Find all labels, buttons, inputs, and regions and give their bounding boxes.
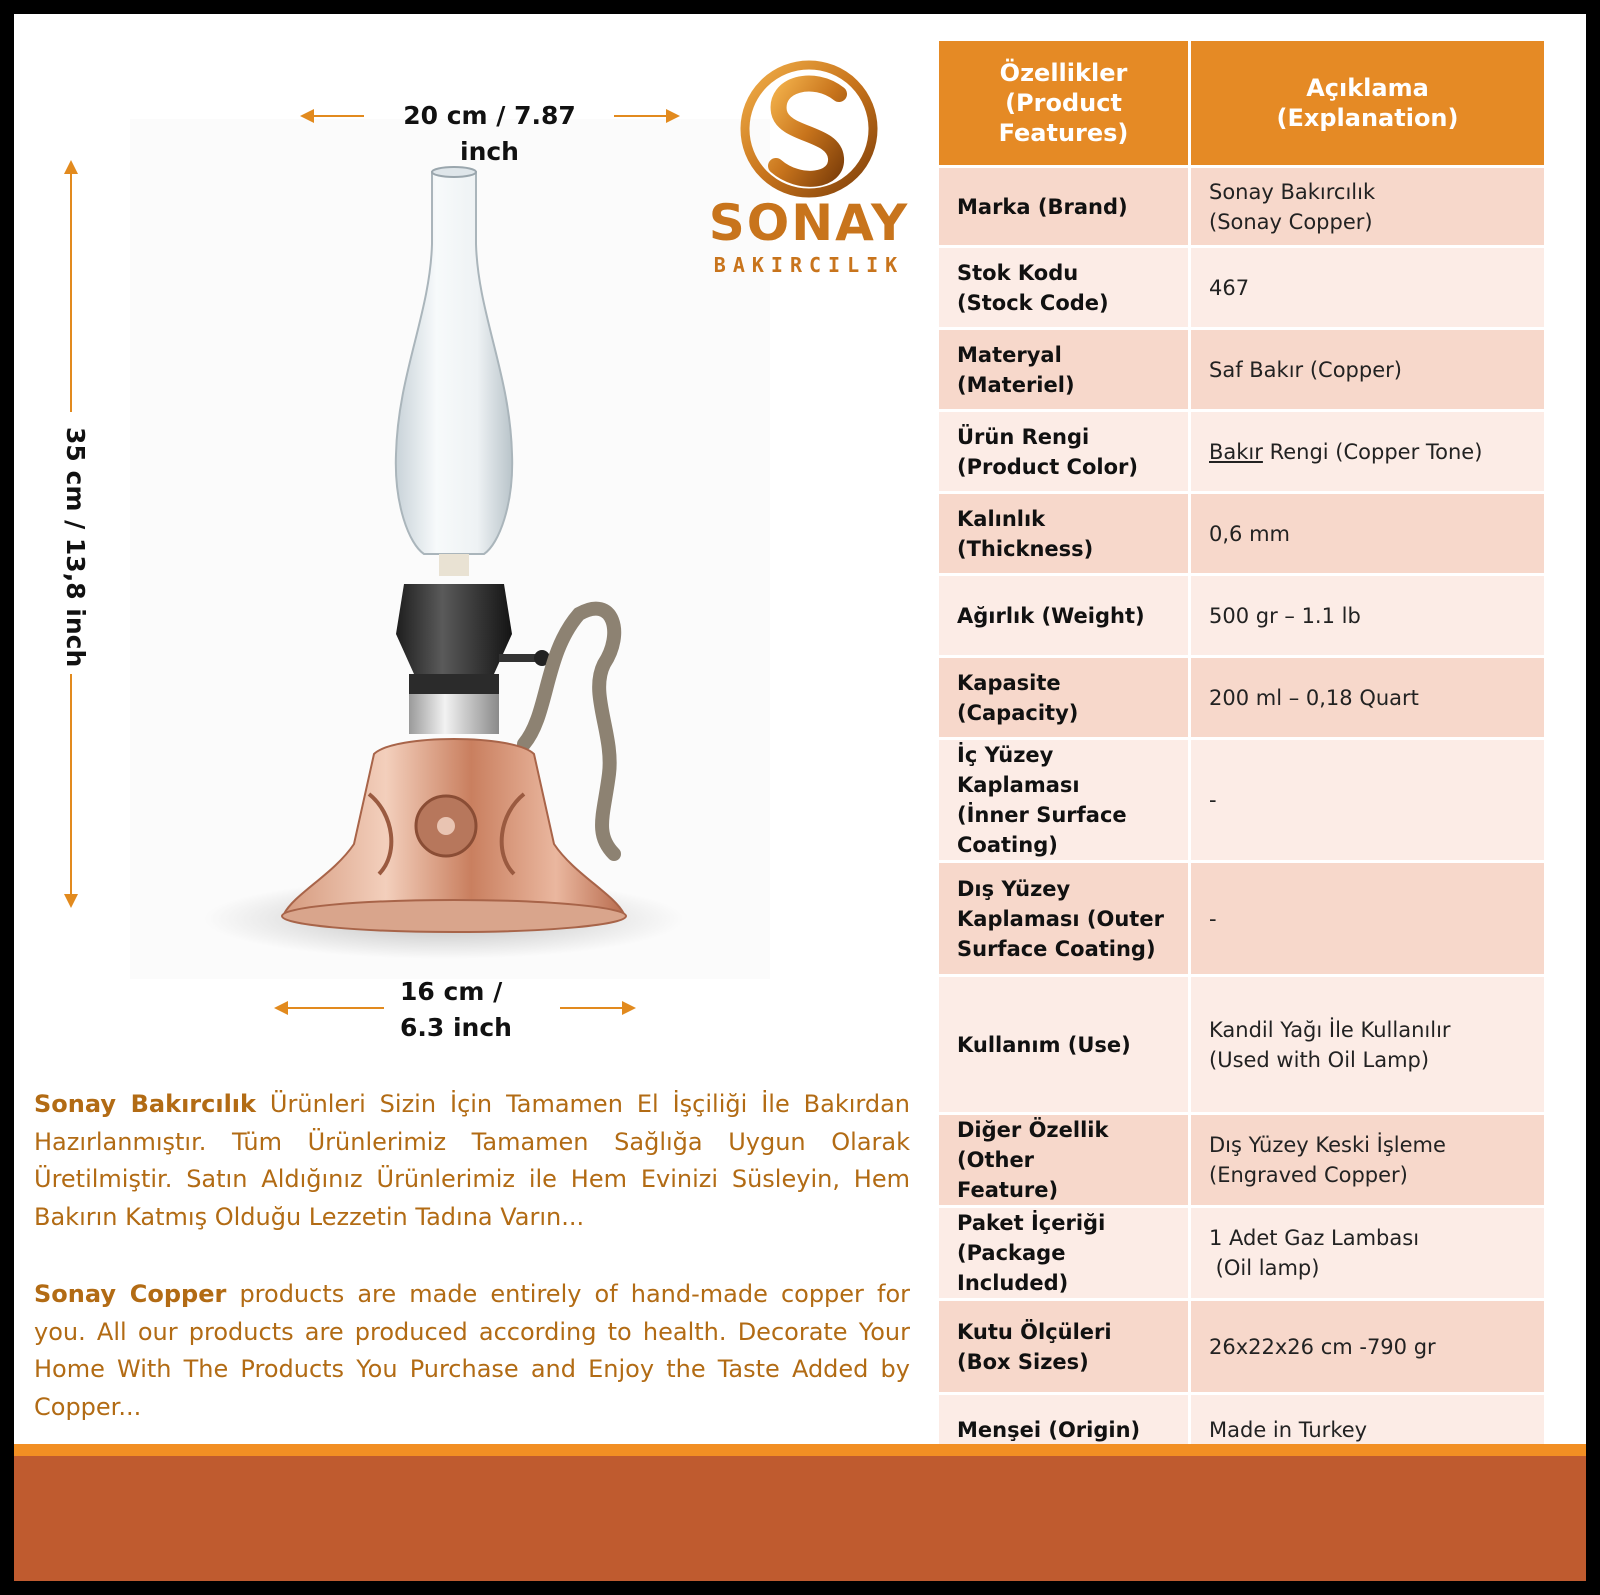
feature-cell: Menşei (Origin): [938, 1394, 1190, 1466]
feature-cell: Paket İçeriği (Package Included): [938, 1207, 1190, 1300]
arrow-down-icon: [64, 894, 78, 908]
feature-cell: Dış Yüzey Kaplaması (Outer Surface Coating): [938, 862, 1190, 976]
brand-name-en: Sonay Copper: [34, 1280, 227, 1308]
bottom-width-label-1: 16 cm /: [400, 977, 503, 1006]
table-row: [938, 1300, 1546, 1394]
value-cell: 467: [1190, 247, 1546, 329]
table-row: [938, 657, 1546, 739]
feature-cell: İç Yüzey Kaplaması (İnner Surface Coating): [938, 739, 1190, 862]
table-row: [938, 575, 1546, 657]
top-width-label: 20 cm / 7.87 inch: [403, 101, 576, 166]
header-explanation: Açıklama (Explanation): [1190, 40, 1546, 167]
height-arrow-top: [70, 172, 72, 412]
feature-cell: Ürün Rengi (Product Color): [938, 411, 1190, 493]
arrow-right-icon: [666, 109, 680, 123]
spec-table-header: [938, 40, 1546, 167]
bottom-width-label-2: 6.3 inch: [400, 1013, 512, 1042]
top-width-arrow-left: [312, 115, 364, 117]
table-row: [938, 329, 1546, 411]
lamp-product-image: [194, 154, 734, 974]
arrow-right-icon: [622, 1001, 636, 1015]
feature-cell: Ağırlık (Weight): [938, 575, 1190, 657]
top-width-arrow-right: [614, 115, 668, 117]
logo-subtitle: BAKIRCILIK: [713, 253, 905, 277]
table-row: [938, 411, 1546, 493]
value-cell: Saf Bakır (Copper): [1190, 329, 1546, 411]
feature-cell: Kullanım (Use): [938, 976, 1190, 1114]
height-label: 35 cm / 13,8 inch: [61, 427, 90, 668]
value-cell: 200 ml – 0,18 Quart: [1190, 657, 1546, 739]
table-row: [938, 1114, 1546, 1207]
arrow-left-icon: [300, 109, 314, 123]
table-row: [938, 247, 1546, 329]
feature-cell: Materyal (Materiel): [938, 329, 1190, 411]
value-cell: 500 gr – 1.1 lb: [1190, 575, 1546, 657]
table-row: [938, 167, 1546, 247]
logo-wordmark: SONAY: [708, 194, 910, 252]
value-cell: 1 Adet Gaz Lambası (Oil lamp): [1190, 1207, 1546, 1300]
footer-accent-line: [14, 1444, 1586, 1456]
feature-cell: Stok Kodu (Stock Code): [938, 247, 1190, 329]
value-cell: 0,6 mm: [1190, 493, 1546, 575]
spec-table: [936, 38, 1547, 1467]
table-row: [938, 976, 1546, 1114]
bottom-width-arrow-right: [560, 1007, 624, 1009]
footer-band: [14, 1456, 1586, 1581]
table-row: [938, 1207, 1546, 1300]
feature-cell: Kalınlık (Thickness): [938, 493, 1190, 575]
height-arrow-bottom: [70, 674, 72, 896]
bottom-width-arrow-left: [286, 1007, 384, 1009]
product-sheet: [14, 14, 1586, 1581]
description-tr-text: Ürünleri Sizin İçin Tamamen El İşçiliği İle Bakırdan Hazırlanmıştır. Tüm Ürünlerimiz Tamamen Sağlığa Uygun Olarak Üretilmiştir. Satın Aldığınız Ürünlerimiz ile Hem Evinizi Süsleyin, Hem Bakırın Katmış Olduğu Lezzetin Tadına Varın...: [34, 1090, 910, 1231]
table-row: [938, 862, 1546, 976]
feature-cell: Kutu Ölçüleri (Box Sizes): [938, 1300, 1190, 1394]
value-cell: Bakır Rengi (Copper Tone): [1190, 411, 1546, 493]
value-cell: Made in Turkey: [1190, 1394, 1546, 1466]
description-en-text: products are made entirely of hand-made copper for you. All our products are produced according to health. Decorate Your Home With The Products You Purchase and Enjoy the Taste Added by Copper...: [34, 1280, 911, 1421]
feature-cell: Marka (Brand): [938, 167, 1190, 247]
value-cell: Kandil Yağı İle Kullanılır (Used with Oil Lamp): [1190, 976, 1546, 1114]
description-english: [34, 1276, 910, 1426]
value-cell: Sonay Bakırcılık (Sonay Copper): [1190, 167, 1546, 247]
feature-cell: Diğer Özellik (Other Feature): [938, 1114, 1190, 1207]
value-cell: 26x22x26 cm -790 gr: [1190, 1300, 1546, 1394]
value-cell: -: [1190, 862, 1546, 976]
table-row: [938, 739, 1546, 862]
value-cell: -: [1190, 739, 1546, 862]
header-features: Özellikler (Product Features): [938, 40, 1190, 167]
feature-cell: Kapasite (Capacity): [938, 657, 1190, 739]
description-turkish: [34, 1086, 910, 1236]
value-cell: Dış Yüzey Keski İşleme (Engraved Copper): [1190, 1114, 1546, 1207]
brand-name-tr: Sonay Bakırcılık: [34, 1090, 256, 1118]
table-row: [938, 493, 1546, 575]
